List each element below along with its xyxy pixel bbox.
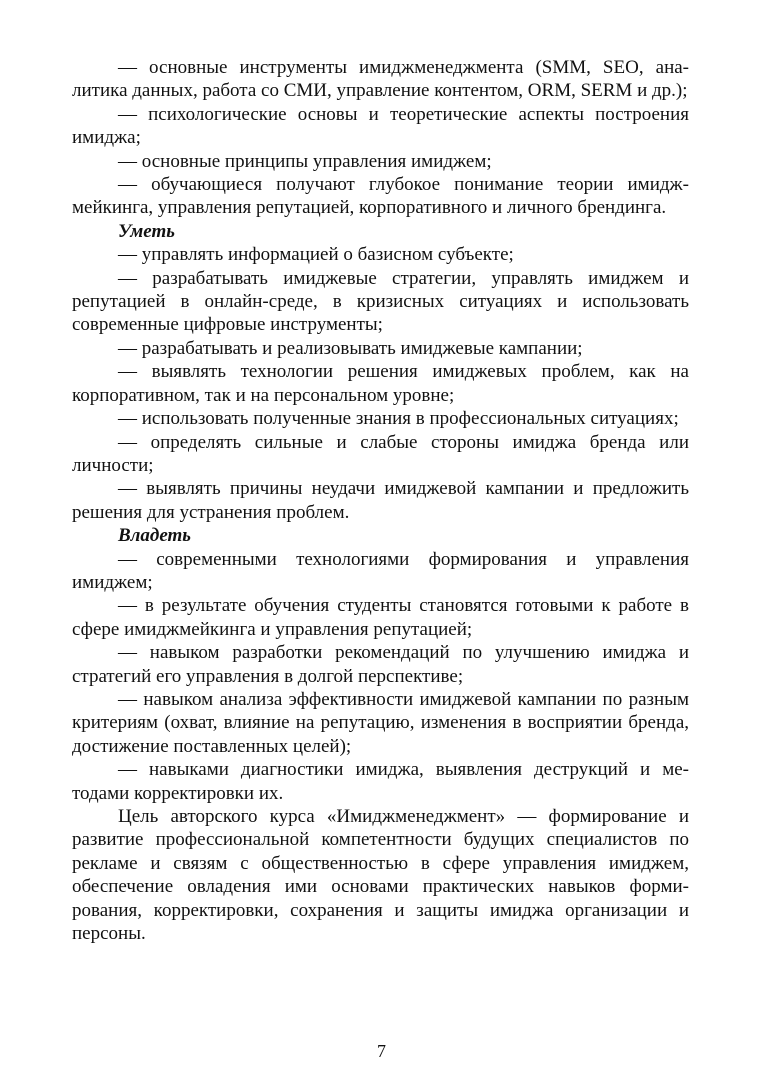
page-number: 7 [377, 1041, 386, 1061]
section-heading-umet: Уметь [118, 220, 175, 242]
list-item: — выявлять причины неудачи имиджевой кампании и предложить решения для устранения проблем. [72, 478, 689, 523]
list-item: — навыком анализа эффективности имиджевой кампании по разным критериям (охват, влияние на репутацию, изменения в восприятии бренда, достижение поставленных целей); [72, 688, 689, 757]
list-item: — в результате обучения студенты становятся готовыми к работе в сфере имиджмейкинга и управления репутацией; [72, 595, 689, 640]
list-item: — обучающиеся получают глубокое понимание теории имиджмейкинга, управления репутацией, корпоративного и личного брендинга. [72, 174, 689, 219]
list-item: — управлять информацией о базисном субъекте; [118, 244, 514, 266]
list-item: — выявлять технологии решения имиджевых проблем, как на корпоративном, так и на персональном уровне; [72, 361, 689, 406]
list-item: — современными технологиями формирования и управления имиджем; [72, 548, 689, 593]
section-heading-vladet: Владеть [118, 525, 191, 547]
page-body [72, 56, 689, 945]
course-goal-paragraph: Цель авторского курса «Имиджменеджмент» — формирование и развитие профессиональной компетентности будущих специалистов по рекламе и связям с общественностью в сфере управления имиджем, обеспечение овладения ими основами практических навыков формирования, корректировки, сохранения и защиты имиджа организации и персоны. [72, 806, 689, 945]
list-item: — определять сильные и слабые стороны имиджа бренда или личности; [72, 431, 689, 476]
list-item: — психологические основы и теоретические аспекты построения имиджа; [72, 103, 689, 149]
list-item: — навыком разработки рекомендаций по улучшению имиджа и стратегий его управления в долгой перспективе; [72, 642, 689, 687]
list-item: — основные принципы управления имиджем; [118, 150, 492, 172]
list-item: — разрабатывать и реализовывать имиджевые кампании; [118, 337, 583, 359]
list-item: — основные инструменты имиджменеджмента (SMM, SEO, аналитика данных, работа со СМИ, управление контентом, ORM, SERM и др.); [72, 57, 689, 102]
list-item: — использовать полученные знания в профессиональных ситуациях; [118, 408, 679, 430]
list-item: — навыками диагностики имиджа, выявления деструкций и методами корректировки их. [72, 759, 689, 804]
list-item: — разрабатывать имиджевые стратегии, управлять имиджем и репутацией в онлайн-среде, в кризисных ситуациях и использовать современные цифровые инструменты; [72, 267, 689, 336]
